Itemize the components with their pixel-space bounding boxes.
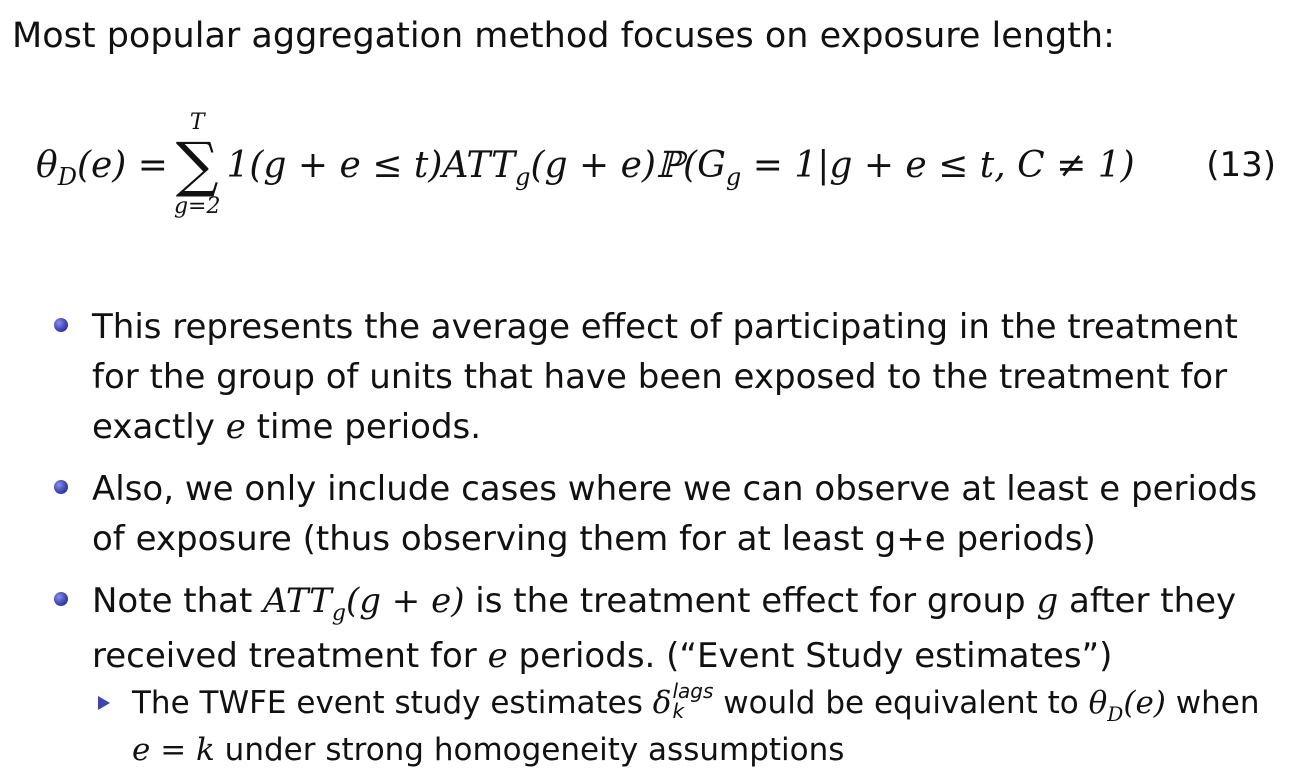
bullet-1-text-after: time periods. bbox=[245, 407, 482, 447]
bullet-2-text: Also, we only include cases where we can observe at least e periods of exposure (thus observing them for at least g+e periods) bbox=[92, 469, 1258, 559]
bullet-3-att: ATT bbox=[263, 581, 332, 621]
sub-bullet-delta-scripts bbox=[672, 678, 714, 723]
sigma-symbol: ∑ bbox=[175, 130, 219, 200]
bullet-item-2 bbox=[52, 464, 1272, 564]
bullet-3-att-arg: (g + e) bbox=[345, 581, 465, 621]
eq-body-part2: (g + e)ℙ(G bbox=[530, 144, 726, 186]
equation-number: (13) bbox=[1206, 145, 1276, 185]
eq-body-part1: 1(g + e ≤ t)ATT bbox=[226, 144, 516, 186]
eq-theta-sub: D bbox=[57, 163, 77, 191]
sum-lower-limit: g=2 bbox=[173, 194, 221, 219]
eq-lhs-arg: (e) = bbox=[76, 144, 168, 186]
delta-subscript: k bbox=[672, 698, 685, 723]
sum-upper-limit: T bbox=[189, 110, 205, 135]
intro-text: Most popular aggregation method focuses on exposure length: bbox=[12, 16, 1115, 56]
bullet-3-g: g bbox=[1036, 581, 1059, 621]
eq-body-part3: = 1|g + e ≤ t, C ≠ 1) bbox=[752, 144, 1135, 186]
bullet-1-math: e bbox=[225, 407, 246, 447]
sub-bullet-condition: e = k bbox=[132, 732, 215, 768]
bullet-3-text-before: Note that bbox=[92, 581, 264, 621]
sub-bullet-text-mid: would be equivalent to bbox=[713, 685, 1089, 721]
bullet-list bbox=[52, 302, 1272, 772]
bullet-3-e: e bbox=[487, 636, 508, 676]
delta-superscript: lags bbox=[672, 678, 714, 703]
sub-bullet-item bbox=[92, 678, 1272, 772]
bullet-3-text-end: periods. (“Event Study estimates”) bbox=[507, 636, 1113, 676]
bullet-dot-icon bbox=[54, 318, 68, 332]
bullet-item-1 bbox=[52, 302, 1272, 452]
bullet-3-text-mid: is the treatment effect for group bbox=[464, 581, 1037, 621]
sub-bullet-text-end: under strong homogeneity assumptions bbox=[214, 732, 845, 768]
bullet-dot-icon bbox=[54, 480, 68, 494]
bullet-3-text-mid2: after they received treatment for bbox=[92, 581, 1237, 676]
sub-bullet-theta: θ bbox=[1088, 685, 1108, 721]
sub-bullet-text-mid2: when bbox=[1165, 685, 1260, 721]
sub-bullet-delta: δ bbox=[652, 685, 672, 721]
bullet-3-att-sub: g bbox=[331, 601, 346, 626]
eq-theta: θ bbox=[36, 144, 58, 186]
eq-G-sub: g bbox=[725, 163, 742, 191]
triangle-bullet-icon bbox=[98, 696, 110, 710]
sub-bullet-theta-arg: (e) bbox=[1123, 685, 1166, 721]
equation-body bbox=[36, 100, 1135, 230]
bullet-item-3 bbox=[52, 576, 1272, 681]
eq-att-sub: g bbox=[515, 163, 531, 191]
equation-13 bbox=[36, 100, 1276, 230]
bullet-dot-icon bbox=[54, 592, 68, 606]
bullet-1-text: This represents the average effect of participating in the treatment for the group of units that have been exposed to the treatment for exactly bbox=[92, 307, 1238, 447]
sub-bullet-theta-sub: D bbox=[1107, 702, 1124, 726]
sub-bullet-text-before: The TWFE event study estimates bbox=[132, 685, 653, 721]
sum-operator bbox=[174, 110, 221, 220]
